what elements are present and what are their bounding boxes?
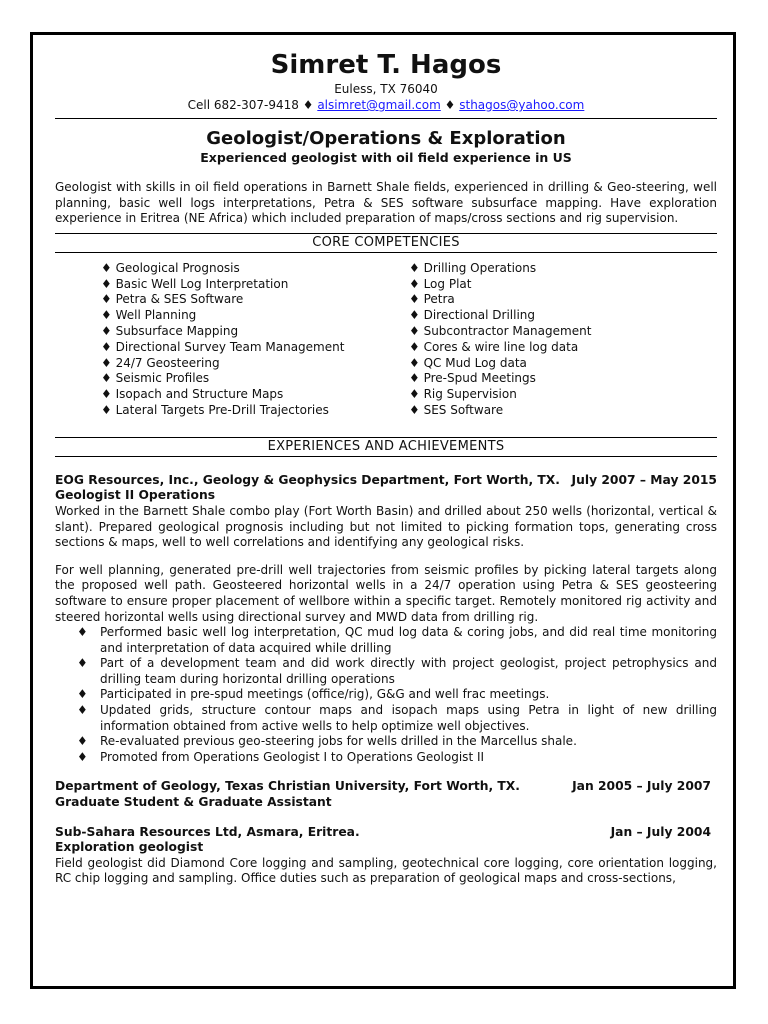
achievement-item: ♦ Updated grids, structure contour maps and isopach maps using Petra in light of new drilling information obtained from active wells to help optimize well objectives. xyxy=(55,703,717,734)
divider xyxy=(55,456,717,457)
achievement-item: ♦ Part of a development team and did work directly with project geologist, project petrophysics and drilling team during horizontal drilling operations xyxy=(55,656,717,687)
competency-item: ♦ Petra xyxy=(409,292,717,308)
competency-item: ♦ Subcontractor Management xyxy=(409,324,717,340)
job-tcu xyxy=(55,779,717,810)
summary-paragraph: Geologist with skills in oil field operations in Barnett Shale fields, experienced in drilling & Geo-steering, well planning, basic well logs interpretations, Petra & SES software subsurface mapping. Have exploration experience in Eritrea (NE Africa) which included preparation of maps/cross sections and rig supervision. xyxy=(55,180,717,226)
competency-item: ♦ Rig Supervision xyxy=(409,387,717,403)
competencies-grid xyxy=(55,261,717,419)
resume-page xyxy=(30,32,736,989)
address: Euless, TX 76040 xyxy=(334,82,438,96)
resume-content xyxy=(55,35,717,887)
job-role: Graduate Student & Graduate Assistant xyxy=(55,795,332,810)
job-header xyxy=(55,473,717,489)
job-description: For well planning, generated pre-drill well trajectories from seismic profiles by picking lateral targets along the proposed well path. Geosteered horizontal wells in a 24/7 operation using Petra & SES geosteering software to ensure proper placement of wellbore within a specific target. Remotely monitored rig activity and steered horizontal wells using directional survey and MWD data from drilling rig. xyxy=(55,562,717,624)
competency-item: ♦ Geological Prognosis xyxy=(101,261,409,277)
competency-item: ♦ Isopach and Structure Maps xyxy=(101,387,409,403)
competency-item: ♦ Petra & SES Software xyxy=(101,292,409,308)
competency-item: ♦ Seismic Profiles xyxy=(101,371,409,387)
divider xyxy=(55,118,717,119)
achievement-item: ♦ Participated in pre-spud meetings (office/rig), G&G and well frac meetings. xyxy=(55,687,717,703)
headline-subtitle: Experienced geologist with oil field experience in US xyxy=(200,150,572,165)
job-employer: Department of Geology, Texas Christian University, Fort Worth, TX. xyxy=(55,779,520,794)
section-title-competencies: CORE COMPETENCIES xyxy=(312,234,460,250)
email-link-primary[interactable]: alsimret@gmail.com xyxy=(317,98,441,112)
job-role: Geologist II Operations xyxy=(55,488,216,503)
achievement-list xyxy=(55,625,717,765)
job-eog xyxy=(55,473,717,766)
competency-item: ♦ Drilling Operations xyxy=(409,261,717,277)
job-dates: July 2007 – May 2015 xyxy=(571,472,717,487)
job-role: Exploration geologist xyxy=(55,840,204,855)
job-description: Field geologist did Diamond Core logging and sampling, geotechnical core logging, core orientation logging, RC chip logging and sampling. Office duties such as preparation of geological maps and cross-sections, xyxy=(55,855,717,886)
headline-title: Geologist/Operations & Exploration xyxy=(206,128,566,149)
achievement-item: ♦ Re-evaluated previous geo-steering jobs for wells drilled in the Marcellus shale. xyxy=(55,734,717,750)
competency-item: ♦ SES Software xyxy=(409,403,717,419)
competencies-right-column xyxy=(409,261,717,419)
job-employer: Sub-Sahara Resources Ltd, Asmara, Eritrea. xyxy=(55,824,360,839)
competency-item: ♦ Well Planning xyxy=(101,308,409,324)
competency-item: ♦ Pre-Spud Meetings xyxy=(409,371,717,387)
job-dates: Jan – July 2004 xyxy=(610,824,711,839)
email-link-secondary[interactable]: sthagos@yahoo.com xyxy=(459,98,585,112)
competency-item: ♦ Directional Drilling xyxy=(409,308,717,324)
competency-item: ♦ Lateral Targets Pre-Drill Trajectories xyxy=(101,403,409,419)
job-description: Worked in the Barnett Shale combo play (Fort Worth Basin) and drilled about 250 wells (horizontal, vertical & slant). Prepared geological prognosis including but not limited to picking formation tops, generating cross sections & maps, well to well correlations and identifying any geological risks. xyxy=(55,503,717,550)
cell-phone: Cell 682-307-9418 ♦ xyxy=(187,98,314,112)
competency-item: ♦ Subsurface Mapping xyxy=(101,324,409,340)
contact-separator: ♦ xyxy=(444,98,456,112)
divider xyxy=(55,252,717,253)
achievement-item: ♦ Promoted from Operations Geologist I to Operations Geologist II xyxy=(55,750,717,766)
candidate-name: Simret T. Hagos xyxy=(270,50,502,80)
job-subsahara xyxy=(55,825,717,887)
achievement-item: ♦ Performed basic well log interpretation, QC mud log data & coring jobs, and did real time monitoring and interpretation of data acquired while drilling xyxy=(55,625,717,656)
job-header xyxy=(55,779,711,795)
competency-item: ♦ Directional Survey Team Management xyxy=(101,340,409,356)
competency-item: ♦ Log Plat xyxy=(409,277,717,293)
contact-line xyxy=(55,97,717,113)
job-dates: Jan 2005 – July 2007 xyxy=(572,779,711,794)
competency-item: ♦ 24/7 Geosteering xyxy=(101,356,409,372)
job-employer: EOG Resources, Inc., Geology & Geophysics Department, Fort Worth, TX. xyxy=(55,472,560,487)
competency-item: ♦ QC Mud Log data xyxy=(409,356,717,372)
competency-item: ♦ Cores & wire line log data xyxy=(409,340,717,356)
competencies-left-column xyxy=(101,261,409,419)
competency-item: ♦ Basic Well Log Interpretation xyxy=(101,277,409,293)
section-title-experience: EXPERIENCES AND ACHIEVEMENTS xyxy=(267,438,505,454)
job-header xyxy=(55,825,717,841)
